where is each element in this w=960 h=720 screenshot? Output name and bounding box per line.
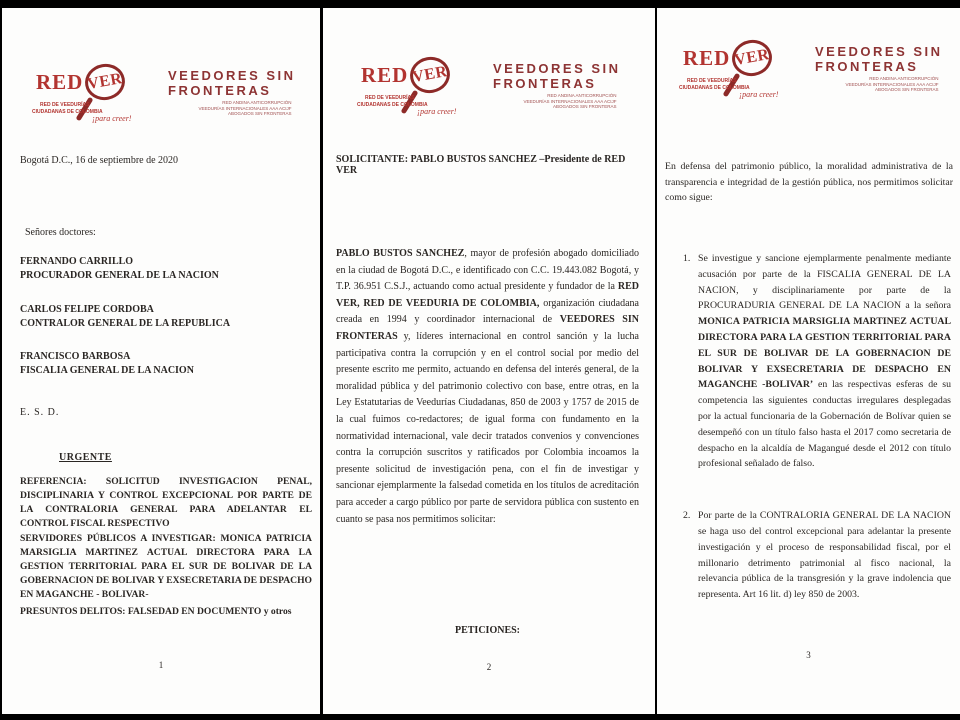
petition-item-2 [683, 508, 951, 603]
urgente-heading: URGENTE [59, 452, 112, 463]
vsf-title-line2: FRONTERAS [168, 83, 272, 98]
petition-list [683, 251, 951, 603]
vsf-logo: VEEDORES SIN FRONTERAS RED ANDINA ANTICORRUPCIÓN VEEDURÍAS INTERNACIONALES AAA ACIJF ABOGADOS SIN FRONTERAS [493, 61, 621, 109]
vsf-title-line1: VEEDORES SIN [168, 68, 296, 83]
redver-slogan: ¡para creer! [92, 114, 132, 123]
document-page-3 [657, 8, 960, 714]
item-number: 1. [683, 253, 691, 264]
referencia-paragraph: REFERENCIA: SOLICITUD INVESTIGACION PENAL, DISCIPLINARIA Y CONTROL EXCEPCIONAL POR PARTE DE LA CONTRALORIA GENERAL PARA ADELANTAR EL CONTROL FISCAL RESPECTIVO [20, 476, 312, 529]
peticiones-heading: PETICIONES: [454, 625, 520, 636]
vsf-logo [168, 62, 296, 117]
presuntos-delitos-line: PRESUNTOS DELITOS: FALSEDAD EN DOCUMENTO y otros [20, 606, 292, 617]
item-text: Por parte de la CONTRALORIA GENERAL DE LA NACION se haga uso del control excepcional para adelantar la presente investigación y el proceso de responsabilidad fiscal, por el millonario detrimento patrimonial al fisco nacional, la relevancia pública de la transgresión y la grave indolencia que representa. Art 16 lit. d) ley 850 de 2003. [698, 510, 951, 601]
salutation: Señores doctores: [25, 227, 96, 238]
vsf-subtitles: RED ANDINA ANTICORRUPCIÓN VEEDURÍAS INTERNACIONALES AAA ACIJF ABOGADOS SIN FRONTERAS [198, 100, 292, 116]
recipient-name: FERNANDO CARRILLO [20, 256, 134, 267]
intro-paragraph: En defensa del patrimonio público, la moralidad administrativa de la transparencia e integridad de la gestión pública, nos permitimos solicitar como sigue: [665, 161, 953, 203]
recipient-2 [20, 303, 230, 331]
recipient-title: CONTRALOR GENERAL DE LA REPUBLICA [20, 318, 231, 329]
redver-subtitle-1: RED DE VEEDURÍAS [40, 102, 90, 108]
redver-logo [30, 62, 152, 128]
redver-subtitle-2: CIUDADANAS DE COLOMBIA [32, 109, 103, 115]
recipient-title: PROCURADOR GENERAL DE LA NACION [20, 270, 219, 281]
redver-logo: RED VER RED DE VEEDURÍAS CIUDADANAS DE COLOMBIA ¡para creer! [355, 55, 477, 121]
redver-wordmark: RED VER [361, 57, 450, 93]
recipient-name: CARLOS FELIPE CORDOBA [20, 304, 154, 315]
magnifier-lens-icon: VER [730, 37, 776, 79]
letterhead [355, 55, 621, 121]
page-number: 3 [806, 650, 811, 660]
item-number: 2. [683, 510, 691, 522]
page-number: 1 [158, 660, 164, 670]
redver-wordmark [36, 64, 125, 100]
recipient-title: FISCALIA GENERAL DE LA NACION [20, 365, 194, 376]
document-page-2 [323, 8, 655, 714]
servidores-paragraph: SERVIDORES PÚBLICOS A INVESTIGAR: MONICA PATRICIA MARSIGLIA MARTINEZ ACTUAL DIRECTORA PARA LA GESTION TERRITORIAL PARA EL SUR DE BOLIVAR DE LA GOBERNACION DE BOLIVAR Y EXSECRETARIA DE DESPACHO EN MAGANCHE - BOLIVAR- [20, 533, 312, 600]
recipient-3 [20, 350, 194, 378]
magnifier-lens-icon: VER [408, 54, 454, 96]
date-line: Bogotá D.C., 16 de septiembre de 2020 [20, 155, 179, 166]
petition-item-1 [683, 251, 951, 472]
recipient-name: FRANCISCO BARBOSA [20, 351, 131, 362]
item-text: Se investigue y sancione ejemplarmente penalmente mediante acusación por parte de la FISCALIA GENERAL DE LA NACION, y disciplinariamente por parte de la PROCURADURIA GENERAL DE LA NACION a la señora MONICA PATRICIA MARSIGLIA MARTINEZ ACTUAL DIRECTORA PARA LA GESTION TERRITORIAL PARA EL SUR DE BOLIVAR DE LA GOBERNACION DE BOLIVAR Y EXSECRETARIA DE DESPACHO EN MAGANCHE -BOLIVAR’ en las respectivas esferas de su competencia las siguientes conductas irregulares desplegadas por la actual funcionaria de la Gobernación de Bolívar quien se desempeñó con un título falso hasta el 2017 como secretaria de despacho en la alcaldía de Magangué desde el 2012 con título profesional señalado de falso. [698, 253, 951, 470]
redver-red-text: RED [36, 69, 84, 94]
page-number: 2 [486, 662, 492, 672]
letterhead [677, 38, 943, 104]
letterhead [30, 62, 296, 128]
body-paragraph: PABLO BUSTOS SANCHEZ, mayor de profesión abogado domiciliado en la ciudad de Bogotá D.C., e identificado con C.C. 19.443.082 Bogotá, y T.P. 36.951 C.S.J., actuando como actual presidente y fundador de la RED VER, RED DE VEEDURIA DE COLOMBIA, organización ciudadana creada en 1994 y coordinador internacional de VEEDORES SIN FRONTERAS y, líderes internacional en control sanción y la lucha participativa contra la corrupción y en el control social por medio del presente escrito me permito, actuando en defensa del interés general, de la moralidad pública y del patrimonio colectivo con base, entre otras, en la Ley Estatutarias de Veedurías Ciudadanas, 850 de 2003 y 1757 de 2015 de la cual fuimos co-redactores; de igual forma con fundamento en la normatividad internacional, vale decir tratados convenios y convenciones contra la corrupción suscritos y ratificados por Colombia incoamos la presente solicitud de investigación pena, con el fin de investigar y sancionar ejemplarmente la falsedad cometida en los títulos de acreditación para acceder a cargo público por parte de servidora pública con sustento en cuanto se pasa nos permitimos solicitar: [336, 248, 639, 525]
esd-line: E. S. D. [20, 407, 60, 418]
magnifier-lens-icon: VER [83, 61, 129, 103]
recipient-1 [20, 255, 219, 283]
redver-logo: RED VER RED DE VEEDURÍAS CIUDADANAS DE COLOMBIA ¡para creer! [677, 38, 799, 104]
redver-wordmark: RED VER [683, 40, 772, 76]
solicitante-line: SOLICITANTE: PABLO BUSTOS SANCHEZ –Presidente de RED VER [336, 154, 626, 176]
vsf-logo: VEEDORES SIN FRONTERAS RED ANDINA ANTICORRUPCIÓN VEEDURÍAS INTERNACIONALES AAA ACIJF ABOGADOS SIN FRONTERAS [815, 44, 943, 92]
document-page-1 [2, 8, 320, 714]
